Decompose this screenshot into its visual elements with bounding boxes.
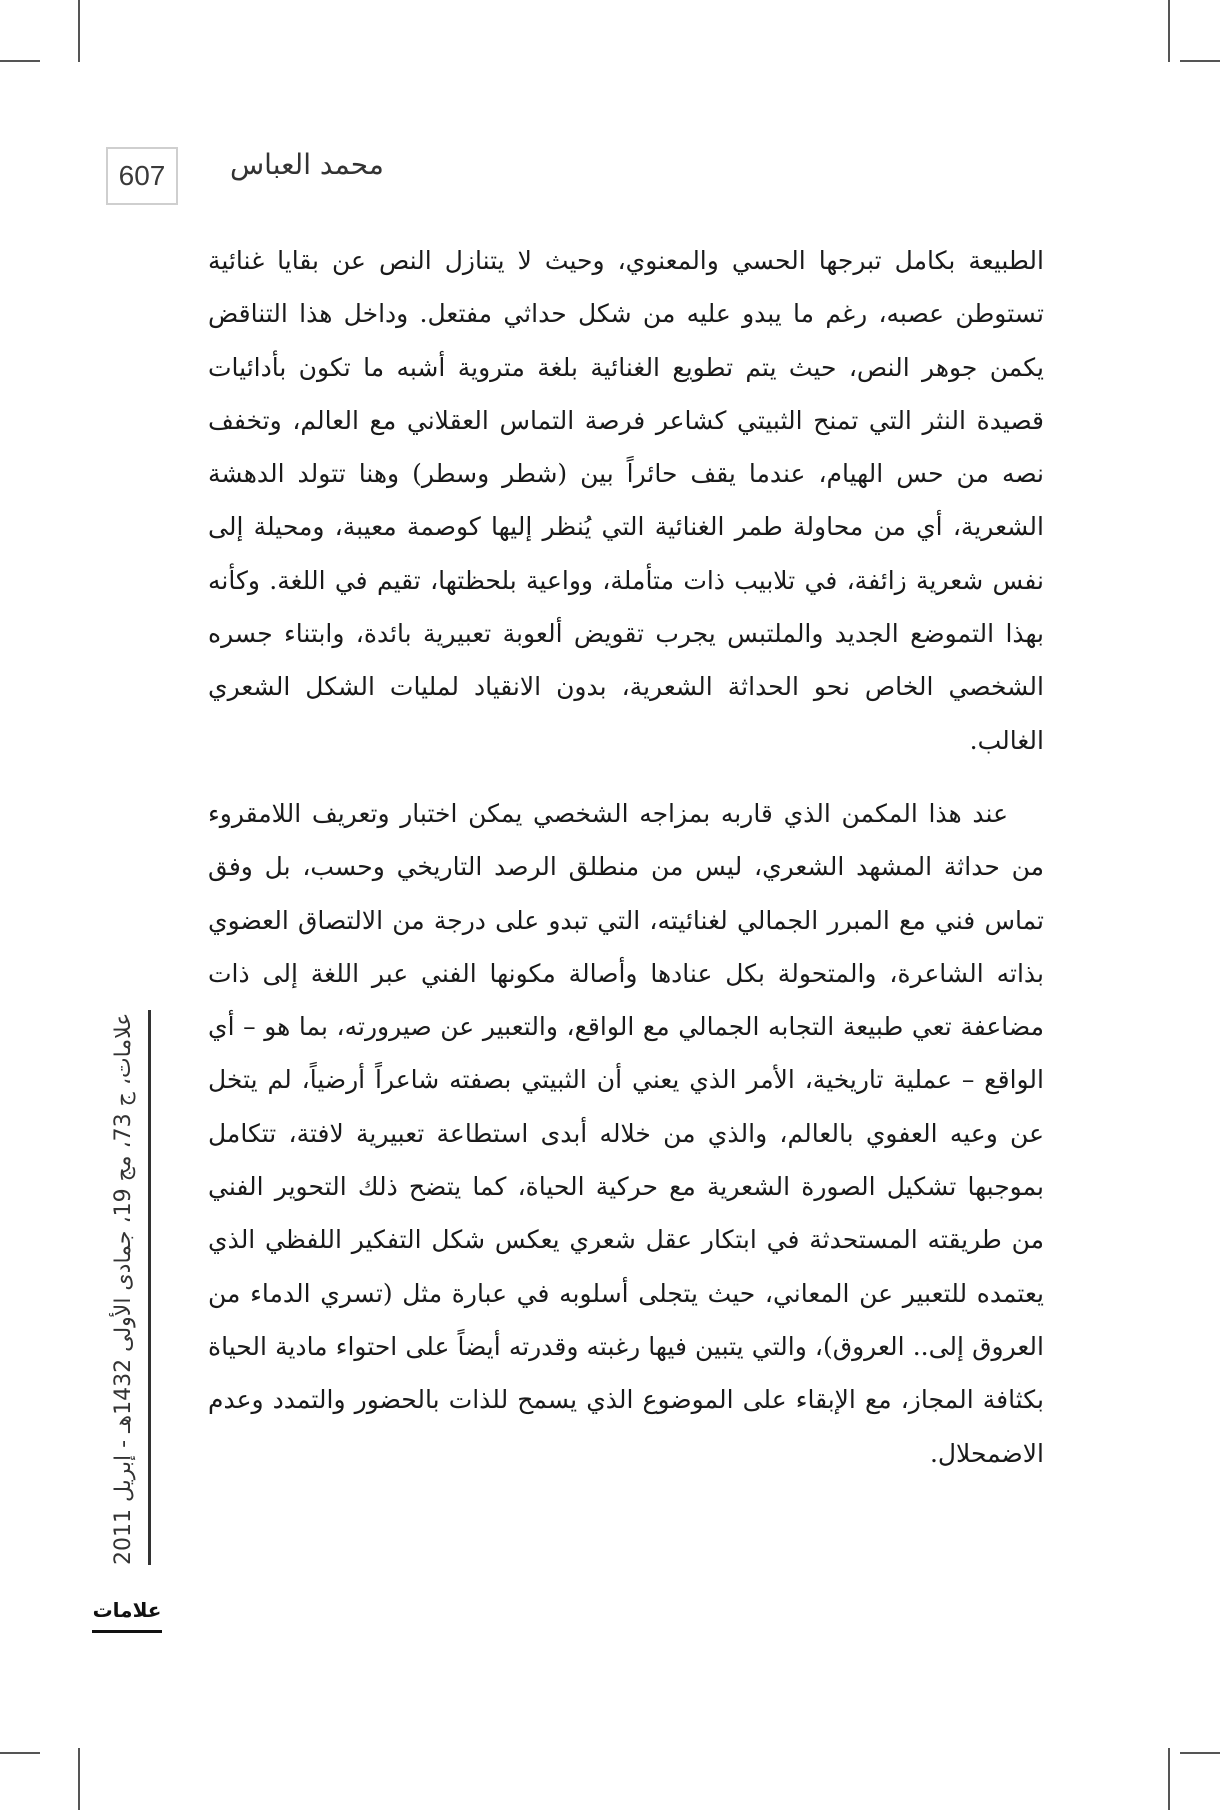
page-number: 607 <box>106 147 178 205</box>
crop-mark <box>1168 1748 1170 1810</box>
crop-mark <box>1168 0 1170 62</box>
journal-issue-caption: علامات، ج 73، مج 19، جمادى الأولى 1432هـ - إبريل 2011 <box>111 1012 136 1565</box>
article-body <box>208 234 1044 1480</box>
body-paragraph: عند هذا المكمن الذي قاربه بمزاجه الشخصي يمكن اختبار وتعريف اللامقروء من حداثة المشهد الشعري، ليس من منطلق الرصد التاريخي وحسب، بل وفق تماس فني مع المبرر الجمالي لغنائيته، التي تبدو على درجة من الالتصاق العضوي بذاته الشاعرة، والمتحولة بكل عنادها وأصالة مكونها الفني عبر اللغة إلى ذات مضاعفة تعي طبيعة التجابه الجمالي مع الواقع، والتعبير عن صيرورته، بما هو – أي الواقع – عملية تاريخية، الأمر الذي يعني أن الثبيتي بصفته شاعراً أرضياً، لم يتخل عن وعيه العفوي بالعالم، والذي من خلاله أبدى استطاعة تعبيرية لافتة، تتكامل بموجبها تشكيل الصورة الشعرية مع حركية الحياة، كما يتضح ذلك التحوير الفني من طريقته المستحدثة في ابتكار عقل شعري يعكس شكل التفكير اللفظي الذي يعتمده للتعبير عن المعاني، حيث يتجلى أسلوبه في عبارة مثل (تسري الدماء من العروق إلى.. العروق)، والتي يتبين فيها رغبته وقدرته أيضاً على احتواء مادية الحياة بكثافة المجاز، مع الإبقاء على الموضوع الذي يسمح للذات بالحضور والتمدد وعدم الاضمحلال. <box>208 798 1044 1468</box>
crop-mark <box>0 60 40 62</box>
crop-mark <box>1180 1752 1220 1754</box>
crop-mark <box>78 0 80 62</box>
running-header-author: محمد العباس <box>230 148 384 181</box>
crop-mark <box>78 1748 80 1810</box>
journal-logo: علامات <box>92 1590 162 1633</box>
side-caption-rule <box>148 1010 151 1565</box>
crop-mark <box>1180 60 1220 62</box>
body-paragraph: الطبيعة بكامل تبرجها الحسي والمعنوي، وحيث لا يتنازل النص عن بقايا غنائية تستوطن عصبه، رغم ما يبدو عليه من شكل حداثي مفتعل. وداخل هذا التناقض يكمن جوهر النص، حيث يتم تطويع الغنائية بلغة متروية أشبه ما تكون بأدائيات قصيدة النثر التي تمنح الثبيتي كشاعر فرصة التماس العقلاني مع العالم، وتخفف نصه من حس الهيام، عندما يقف حائراً بين (شطر وسطر) وهنا تتولد الدهشة الشعرية، أي من محاولة طمر الغنائية التي يُنظر إليها كوصمة معيبة، ومحيلة إلى نفس شعرية زائفة، في تلابيب ذات متأملة، وواعية بلحظتها، تقيم في اللغة. وكأنه بهذا التموضع الجديد والملتبس يجرب تقويض ألعوبة تعبيرية بائدة، وابتناء جسره الشخصي الخاص نحو الحداثة الشعرية، بدون الانقياد لمليات الشكل الشعري الغالب. <box>208 246 1044 755</box>
crop-mark <box>0 1752 40 1754</box>
